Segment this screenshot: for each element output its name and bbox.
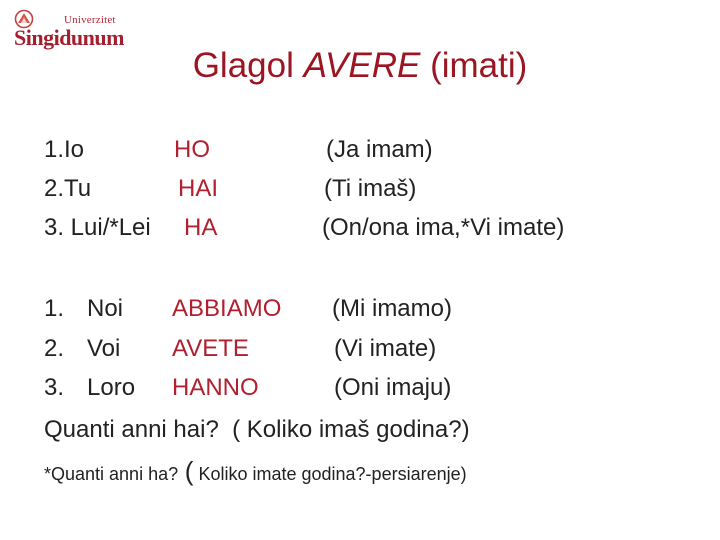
plural-2-pronoun: Voi — [87, 335, 121, 362]
plural-3-number: 3. — [44, 374, 65, 401]
plural-1-number: 1. — [44, 295, 65, 322]
plural-2-translation: (Vi imate) — [334, 335, 437, 362]
question-line: Quanti anni hai? ( Koliko imaš godina?) — [44, 416, 470, 443]
plural-1-pronoun: Noi — [87, 295, 124, 322]
note-italian: *Quanti anni ha? — [44, 464, 179, 484]
singular-2-number: 2. — [44, 175, 65, 202]
title-verb: AVERE — [303, 46, 421, 85]
logo-univerzitet-text: Univerzitet — [64, 14, 116, 26]
singular-3-form: HA — [184, 214, 218, 241]
singular-2-form: HAI — [178, 175, 219, 202]
singular-2-pronoun: Tu — [64, 175, 92, 202]
slide-title — [0, 46, 720, 86]
singular-1-translation: (Ja imam) — [326, 136, 433, 163]
singular-2-translation: (Ti imaš) — [324, 175, 417, 202]
singular-1-number: 1. — [44, 136, 65, 163]
logo-singidunum-text: Singidunum — [14, 25, 124, 50]
singular-3-translation: (On/ona ima,*Vi imate) — [322, 214, 565, 241]
plural-2-form: AVETE — [172, 335, 249, 362]
note-serbian: Koliko imate godina?-persiarenje) — [193, 464, 467, 484]
plural-3-pronoun: Loro — [87, 374, 136, 401]
plural-1-form: ABBIAMO — [172, 295, 282, 322]
singular-1-form: HO — [174, 136, 210, 163]
plural-1-translation: (Mi imamo) — [332, 295, 452, 322]
singular-3-number: 3. — [44, 214, 65, 241]
plural-3-form: HANNO — [172, 374, 259, 401]
singular-1-pronoun: Io — [64, 136, 85, 163]
plural-2-number: 2. — [44, 335, 65, 362]
polite-form-note — [44, 456, 467, 487]
note-paren: ( — [184, 456, 194, 486]
plural-3-translation: (Oni imaju) — [334, 374, 452, 401]
title-suffix: (imati) — [420, 46, 528, 85]
title-prefix: Glagol — [192, 46, 304, 85]
singular-3-pronoun: Lui/*Lei — [64, 214, 151, 241]
singidunum-logo — [12, 8, 124, 50]
